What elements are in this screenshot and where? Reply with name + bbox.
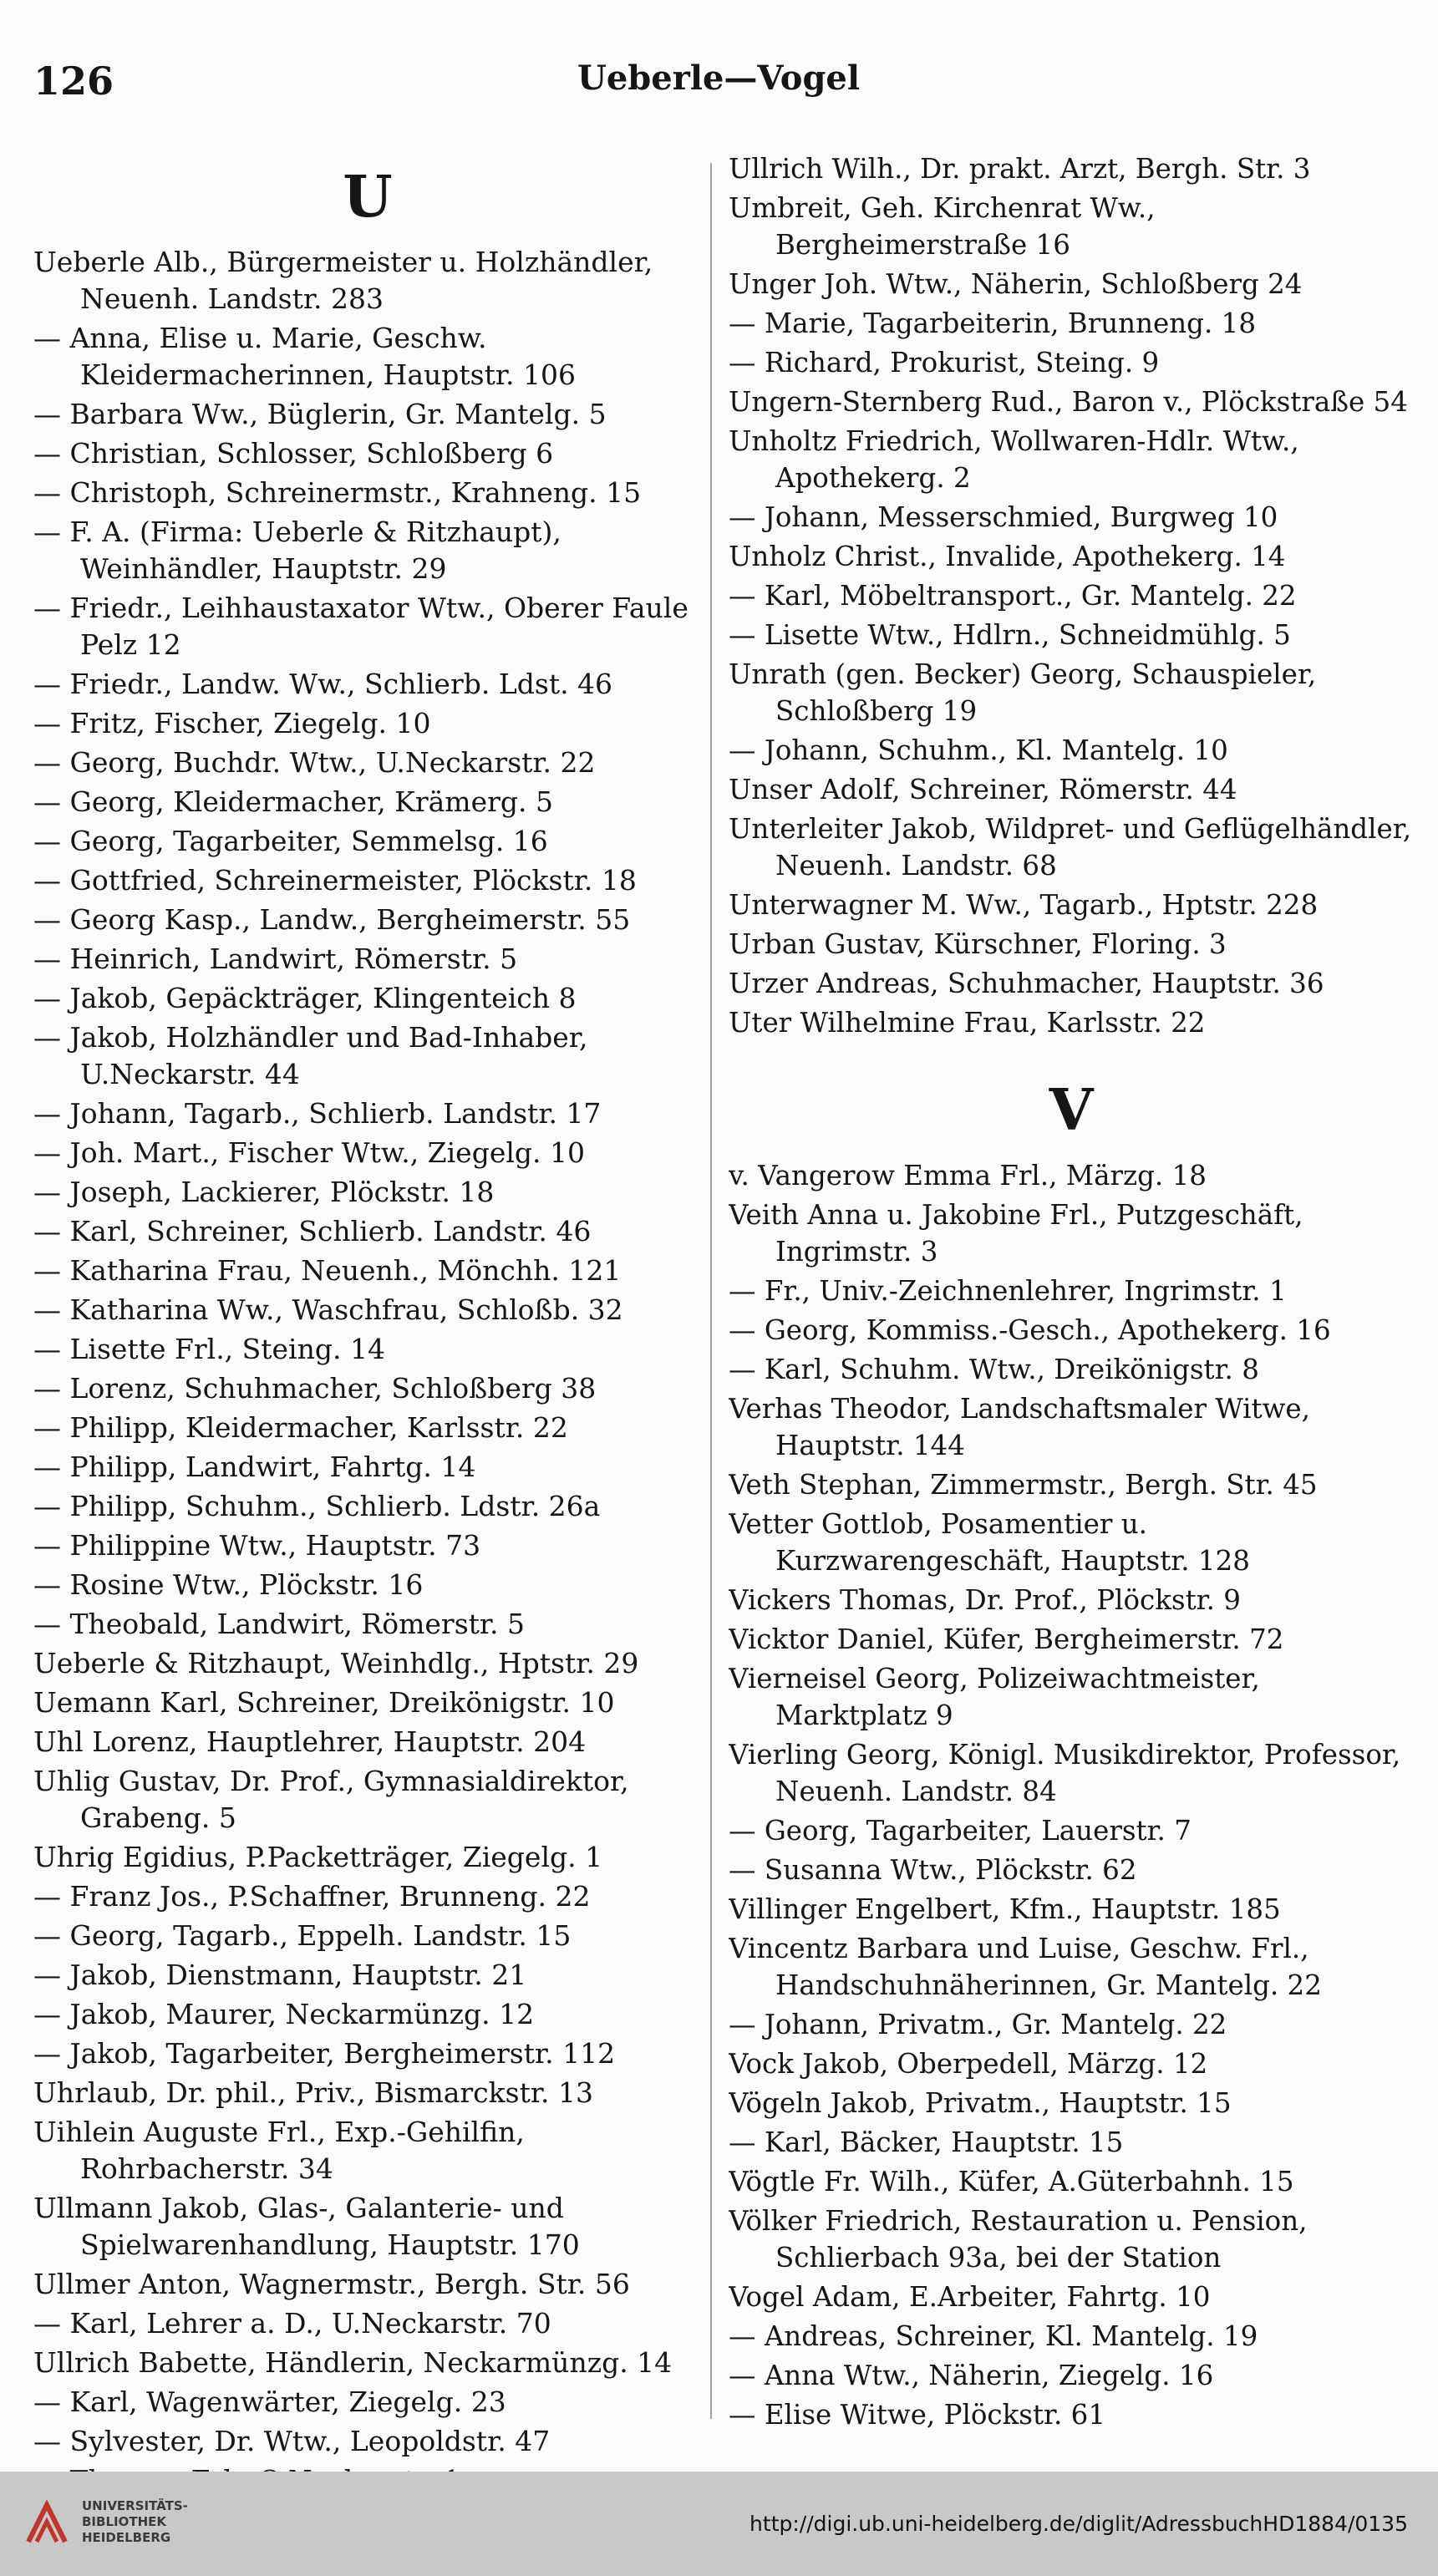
- directory-entry: Ullrich Babette, Händlerin, Neckarmünzg. 14: [33, 2346, 673, 2379]
- directory-entry: — Lorenz, Schuhmacher, Schloßberg 38: [33, 1372, 597, 1405]
- directory-entry: — Karl, Bäcker, Hauptstr. 15: [729, 2126, 1124, 2158]
- directory-entry: — Theobald, Landwirt, Römerstr. 5: [33, 1608, 526, 1640]
- directory-entry: — Jakob, Tagarbeiter, Bergheimerstr. 112: [33, 2037, 616, 2070]
- directory-entry: — Philippine Wtw., Hauptstr. 73: [33, 1529, 481, 1562]
- source-url[interactable]: http://digi.ub.uni-heidelberg.de/diglit/AdressbuchHD1884/0135: [749, 2512, 1408, 2536]
- directory-entry: — Katharina Frau, Neuenh., Mönchh. 121: [33, 1254, 622, 1287]
- directory-entry: Uhrig Egidius, P.Packetträger, Ziegelg. 1: [33, 1841, 603, 1873]
- directory-entry: — Philipp, Landwirt, Fahrtg. 14: [33, 1451, 476, 1483]
- library-logo-icon: [22, 2498, 72, 2548]
- directory-entry: Vock Jakob, Oberpedell, Märzg. 12: [729, 2048, 1208, 2080]
- left-column: [33, 150, 702, 2502]
- logo-line: UNIVERSITÄTS-: [82, 2498, 188, 2513]
- logo-line: HEIDELBERG: [82, 2530, 171, 2545]
- directory-entry: Unholtz Friedrich, Wollwaren-Hdlr. Wtw., Apothekerg. 2: [729, 425, 1299, 494]
- directory-entry: — Karl, Wagenwärter, Ziegelg. 23: [33, 2385, 506, 2418]
- directory-entry: — Jakob, Maurer, Neckarmünzg. 12: [33, 1998, 535, 2030]
- directory-entry: — Georg, Kommiss.-Gesch., Apothekerg. 16: [729, 1314, 1331, 1346]
- directory-entry: — Gottfried, Schreinermeister, Plöckstr. 18: [33, 864, 637, 897]
- directory-entry: Umbreit, Geh. Kirchenrat Ww., Bergheimerstraße 16: [729, 192, 1156, 261]
- directory-entry: — Sylvester, Dr. Wtw., Leopoldstr. 47: [33, 2425, 551, 2457]
- directory-entry: — Friedr., Leihhaustaxator Wtw., Oberer Faule Pelz 12: [33, 592, 689, 661]
- directory-entry: — Johann, Messerschmied, Burgweg 10: [729, 501, 1278, 533]
- page-number: 126: [33, 58, 114, 104]
- running-head: Ueberle—Vogel: [577, 58, 861, 98]
- directory-entry: — Joseph, Lackierer, Plöckstr. 18: [33, 1176, 495, 1208]
- directory-entry: Urzer Andreas, Schuhmacher, Hauptstr. 36: [729, 968, 1324, 999]
- directory-entry: — Jakob, Gepäckträger, Klingenteich 8: [33, 982, 577, 1014]
- directory-entry: Vogel Adam, E.Arbeiter, Fahrtg. 10: [729, 2281, 1211, 2313]
- directory-entry: — Karl, Möbeltransport., Gr. Mantelg. 22: [729, 580, 1297, 612]
- directory-entry: — Georg, Buchdr. Wtw., U.Neckarstr. 22: [33, 746, 596, 779]
- directory-entry: Unrath (gen. Becker) Georg, Schauspieler, Schloßberg 19: [729, 658, 1317, 727]
- directory-entry: — Barbara Ww., Büglerin, Gr. Mantelg. 5: [33, 398, 607, 430]
- directory-entry: — Philipp, Kleidermacher, Karlsstr. 22: [33, 1411, 568, 1444]
- directory-entry: — Jakob, Dienstmann, Hauptstr. 21: [33, 1959, 527, 1991]
- directory-entry: Ueberle & Ritzhaupt, Weinhdlg., Hptstr. 29: [33, 1647, 639, 1679]
- directory-entry: Unterleiter Jakob, Wildpret- und Geflügelhändler, Neuenh. Landstr. 68: [729, 813, 1412, 882]
- directory-entry: — Anna Wtw., Näherin, Ziegelg. 16: [729, 2360, 1214, 2391]
- section-letter-v: V: [1049, 1077, 1094, 1144]
- directory-entry: — Anna, Elise u. Marie, Geschw. Kleidermacherinnen, Hauptstr. 106: [33, 322, 576, 391]
- directory-entry: — Fritz, Fischer, Ziegelg. 10: [33, 707, 431, 739]
- directory-entry: Uihlein Auguste Frl., Exp.-Gehilfin, Rohrbacherstr. 34: [33, 2116, 525, 2185]
- directory-entry: Uter Wilhelmine Frau, Karlsstr. 22: [729, 1007, 1206, 1039]
- directory-entry: — Friedr., Landw. Ww., Schlierb. Ldst. 46: [33, 668, 613, 700]
- directory-entry: — Lisette Frl., Steing. 14: [33, 1333, 385, 1365]
- directory-entry: — Georg, Tagarb., Eppelh. Landstr. 15: [33, 1919, 572, 1952]
- directory-entry: — Karl, Schuhm. Wtw., Dreikönigstr. 8: [729, 1354, 1259, 1385]
- directory-entry: — Elise Witwe, Plöckstr. 61: [729, 2399, 1106, 2431]
- directory-entry: Unterwagner M. Ww., Tagarb., Hptstr. 228: [729, 889, 1319, 921]
- directory-entry: Vincentz Barbara und Luise, Geschw. Frl., Handschuhnäherinnen, Gr. Mantelg. 22: [729, 1933, 1322, 2001]
- directory-entry: Ullmer Anton, Wagnermstr., Bergh. Str. 56: [33, 2268, 630, 2300]
- directory-entry: Ueberle Alb., Bürgermeister u. Holzhändler, Neuenh. Landstr. 283: [33, 246, 653, 315]
- right-entry-list-u: [729, 150, 1414, 1041]
- directory-entry: — Joh. Mart., Fischer Wtw., Ziegelg. 10: [33, 1136, 585, 1169]
- directory-entry: — Marie, Tagarbeiterin, Brunneng. 18: [729, 307, 1257, 339]
- directory-entry: — Andreas, Schreiner, Kl. Mantelg. 19: [729, 2320, 1258, 2352]
- directory-entry: — Philipp, Schuhm., Schlierb. Ldstr. 26a: [33, 1490, 601, 1522]
- directory-entry: — Georg, Kleidermacher, Krämerg. 5: [33, 785, 554, 818]
- footer-bar: [0, 2472, 1438, 2576]
- directory-entry: Urban Gustav, Kürschner, Floring. 3: [729, 928, 1227, 960]
- directory-entry: — Heinrich, Landwirt, Römerstr. 5: [33, 943, 518, 975]
- directory-entry: Uhrlaub, Dr. phil., Priv., Bismarckstr. 13: [33, 2076, 593, 2109]
- directory-entry: Verhas Theodor, Landschaftsmaler Witwe, Hauptstr. 144: [729, 1393, 1310, 1461]
- left-entry-list: [33, 244, 702, 2499]
- directory-entry: Vierling Georg, Königl. Musikdirektor, Professor, Neuenh. Landstr. 84: [729, 1739, 1401, 1807]
- directory-entry: — Franz Jos., P.Schaffner, Brunneng. 22: [33, 1880, 591, 1913]
- directory-entry: — Georg Kasp., Landw., Bergheimerstr. 55: [33, 903, 631, 936]
- directory-entry: Vicktor Daniel, Küfer, Bergheimerstr. 72: [729, 1623, 1284, 1655]
- directory-entry: Unger Joh. Wtw., Näherin, Schloßberg 24: [729, 268, 1303, 300]
- library-logo-text: [82, 2498, 188, 2546]
- directory-entry: — Johann, Tagarb., Schlierb. Landstr. 17: [33, 1097, 602, 1130]
- directory-entry: — Katharina Ww., Waschfrau, Schloßb. 32: [33, 1293, 623, 1326]
- directory-entry: Veith Anna u. Jakobine Frl., Putzgeschäft, Ingrimstr. 3: [729, 1199, 1303, 1268]
- directory-entry: Vierneisel Georg, Polizeiwachtmeister, Marktplatz 9: [729, 1663, 1260, 1731]
- page-header: [33, 58, 1404, 125]
- directory-entry: — Rosine Wtw., Plöckstr. 16: [33, 1568, 424, 1601]
- section-gap: [729, 1044, 1414, 1064]
- directory-entry: — Johann, Privatm., Gr. Mantelg. 22: [729, 2009, 1227, 2040]
- directory-entry: — Susanna Wtw., Plöckstr. 62: [729, 1854, 1137, 1886]
- section-letter-u: U: [343, 164, 393, 231]
- directory-entry: Unser Adolf, Schreiner, Römerstr. 44: [729, 774, 1237, 805]
- directory-entry: — Fr., Univ.-Zeichnenlehrer, Ingrimstr. 1: [729, 1275, 1287, 1307]
- directory-entry: — Karl, Schreiner, Schlierb. Landstr. 46: [33, 1215, 592, 1247]
- directory-entry: Völker Friedrich, Restauration u. Pension, Schlierbach 93a, bei der Station: [729, 2205, 1308, 2274]
- right-entry-list-v: [729, 1157, 1414, 2433]
- directory-entry: Ungern-Sternberg Rud., Baron v., Plöckstraße 54: [729, 386, 1408, 418]
- directory-entry: — F. A. (Firma: Ueberle & Ritzhaupt), Weinhändler, Hauptstr. 29: [33, 516, 561, 585]
- directory-entry: Vetter Gottlob, Posamentier u. Kurzwarengeschäft, Hauptstr. 128: [729, 1508, 1250, 1577]
- directory-entry: — Lisette Wtw., Hdlrn., Schneidmühlg. 5: [729, 619, 1291, 651]
- directory-entry: Uemann Karl, Schreiner, Dreikönigstr. 10: [33, 1686, 615, 1719]
- directory-entry: Vögeln Jakob, Privatm., Hauptstr. 15: [729, 2087, 1232, 2119]
- directory-entry: Ullmann Jakob, Glas-, Galanterie- und Spielwarenhandlung, Hauptstr. 170: [33, 2192, 580, 2261]
- directory-entry: Vickers Thomas, Dr. Prof., Plöckstr. 9: [729, 1584, 1241, 1616]
- right-column: [729, 150, 1414, 2436]
- directory-entry: Uhl Lorenz, Hauptlehrer, Hauptstr. 204: [33, 1725, 587, 1758]
- directory-entry: — Georg, Tagarbeiter, Lauerstr. 7: [729, 1815, 1192, 1847]
- directory-entry: — Christian, Schlosser, Schloßberg 6: [33, 437, 554, 470]
- directory-entry: — Jakob, Holzhändler und Bad-Inhaber, U.Neckarstr. 44: [33, 1021, 588, 1090]
- directory-entry: Unholz Christ., Invalide, Apothekerg. 14: [729, 541, 1286, 572]
- directory-entry: Uhlig Gustav, Dr. Prof., Gymnasialdirektor, Grabeng. 5: [33, 1765, 629, 1834]
- directory-entry: — Christoph, Schreinermstr., Krahneng. 15: [33, 476, 642, 509]
- directory-entry: Ullrich Wilh., Dr. prakt. Arzt, Bergh. Str. 3: [729, 153, 1311, 185]
- column-divider: [710, 163, 712, 2419]
- directory-entry: Villinger Engelbert, Kfm., Hauptstr. 185: [729, 1893, 1281, 1925]
- directory-entry: — Richard, Prokurist, Steing. 9: [729, 347, 1160, 379]
- directory-entry: — Karl, Lehrer a. D., U.Neckarstr. 70: [33, 2307, 551, 2340]
- directory-entry: v. Vangerow Emma Frl., Märzg. 18: [729, 1160, 1207, 1191]
- directory-entry: Vögtle Fr. Wilh., Küfer, A.Güterbahnh. 15: [729, 2166, 1294, 2197]
- directory-entry: — Johann, Schuhm., Kl. Mantelg. 10: [729, 734, 1228, 766]
- directory-entry: Veth Stephan, Zimmermstr., Bergh. Str. 45: [729, 1469, 1318, 1501]
- directory-entry: — Georg, Tagarbeiter, Semmelsg. 16: [33, 825, 548, 857]
- logo-line: BIBLIOTHEK: [82, 2514, 166, 2529]
